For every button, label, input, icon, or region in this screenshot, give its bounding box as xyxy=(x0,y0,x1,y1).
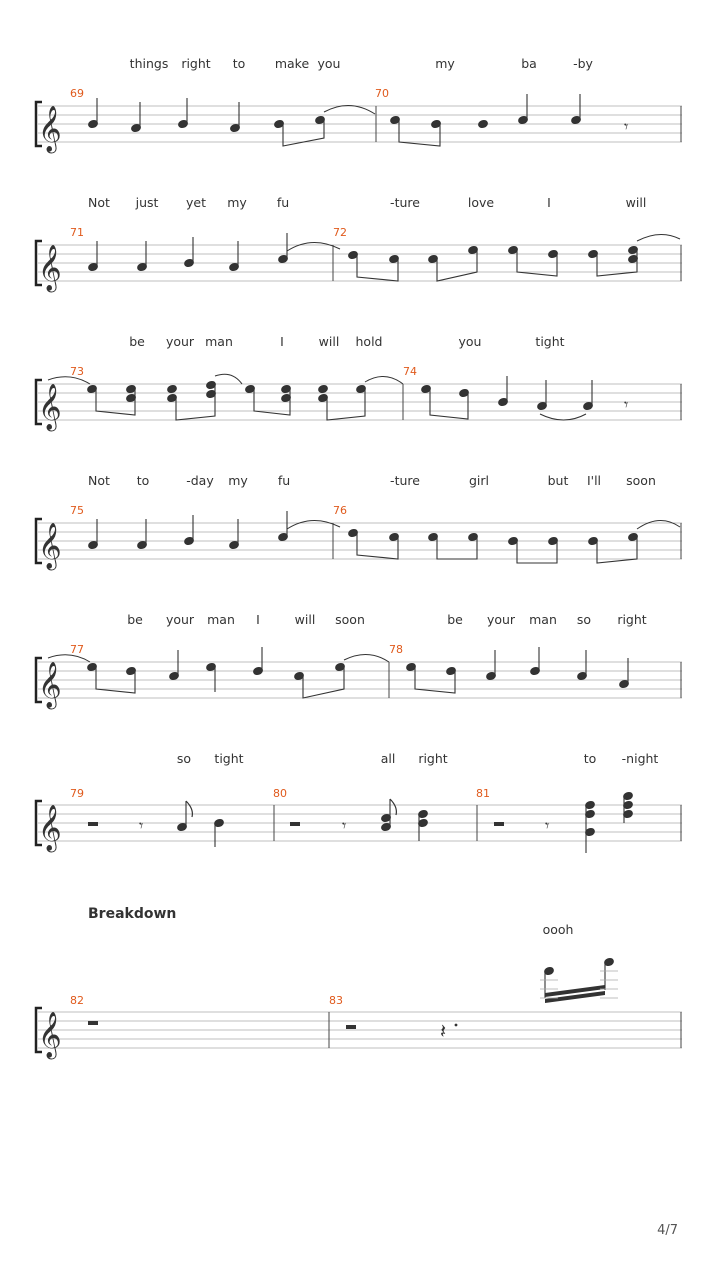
staff-system-6 xyxy=(0,751,720,861)
staff xyxy=(0,950,720,1070)
lyric-syllable: right xyxy=(418,751,448,766)
lyric-syllable: tight xyxy=(535,334,565,349)
measure-number: 75 xyxy=(70,504,84,517)
staff-system-4 xyxy=(0,473,720,583)
measure-number: 81 xyxy=(476,787,490,800)
measure-number: 70 xyxy=(375,87,389,100)
lyrics-line xyxy=(0,334,720,354)
staff-system-5 xyxy=(0,612,720,722)
svg-text:𝄞: 𝄞 xyxy=(38,523,62,569)
measure-number: 69 xyxy=(70,87,84,100)
svg-text:𝄾: 𝄾 xyxy=(624,395,629,414)
lyric-syllable: right xyxy=(181,56,211,71)
lyric-syllable: hold xyxy=(355,334,383,349)
lyrics-line xyxy=(0,612,720,632)
lyric-syllable: so xyxy=(176,751,192,766)
lyric-syllable: man xyxy=(205,334,233,349)
lyric-syllable: I'll xyxy=(586,473,602,488)
lyric-syllable: oooh xyxy=(542,922,574,937)
section-title: Breakdown xyxy=(88,906,177,922)
lyric-syllable: just xyxy=(135,195,159,210)
measure-number: 74 xyxy=(403,365,417,378)
svg-text:𝄞: 𝄞 xyxy=(38,245,62,291)
lyric-syllable: soon xyxy=(335,612,365,627)
lyric-syllable: to xyxy=(136,473,150,488)
staff-system-3 xyxy=(0,334,720,444)
lyric-syllable: tight xyxy=(214,751,244,766)
svg-text:𝄾: 𝄾 xyxy=(624,117,629,136)
svg-text:𝄞: 𝄞 xyxy=(38,662,62,708)
lyric-syllable: you xyxy=(458,334,482,349)
svg-text:𝄞: 𝄞 xyxy=(38,1012,62,1058)
lyric-syllable: will xyxy=(318,334,340,349)
staff xyxy=(0,364,720,444)
lyric-syllable: to xyxy=(583,751,597,766)
svg-text:𝄾: 𝄾 xyxy=(342,816,347,835)
lyric-syllable: Not xyxy=(88,473,110,488)
lyric-syllable: soon xyxy=(626,473,656,488)
lyric-syllable: fu xyxy=(276,195,290,210)
staff xyxy=(0,86,720,166)
lyric-syllable: girl xyxy=(468,473,490,488)
lyric-syllable: fu xyxy=(277,473,291,488)
staff-system-7 xyxy=(0,922,720,1072)
lyric-syllable: my xyxy=(435,56,455,71)
lyric-syllable: love xyxy=(467,195,495,210)
lyric-syllable: -day xyxy=(186,473,214,488)
lyric-syllable: will xyxy=(625,195,647,210)
lyric-syllable: my xyxy=(228,473,248,488)
lyric-syllable: I xyxy=(547,195,551,210)
lyric-syllable: -night xyxy=(621,751,659,766)
staff-system-2 xyxy=(0,195,720,305)
staff xyxy=(0,225,720,305)
lyric-syllable: will xyxy=(294,612,316,627)
measure-number: 80 xyxy=(273,787,287,800)
lyric-syllable: to xyxy=(232,56,246,71)
measure-number: 79 xyxy=(70,787,84,800)
staff xyxy=(0,642,720,722)
page-number: 4/7 xyxy=(657,1223,678,1238)
lyrics-line xyxy=(0,195,720,215)
lyrics-line xyxy=(0,922,720,942)
lyric-syllable: man xyxy=(207,612,235,627)
lyric-syllable: make xyxy=(274,56,310,71)
lyric-syllable: ba xyxy=(521,56,537,71)
lyric-syllable: but xyxy=(547,473,569,488)
lyrics-line xyxy=(0,751,720,771)
lyric-syllable: -by xyxy=(573,56,593,71)
measure-number: 73 xyxy=(70,365,84,378)
lyric-syllable: be xyxy=(129,334,145,349)
svg-text:𝄾: 𝄾 xyxy=(545,816,550,835)
measure-number: 78 xyxy=(389,643,403,656)
lyric-syllable: things xyxy=(129,56,169,71)
lyric-syllable: man xyxy=(529,612,557,627)
svg-text:𝄾: 𝄾 xyxy=(139,816,144,835)
lyric-syllable: my xyxy=(227,195,247,210)
svg-text:𝄽: 𝄽 xyxy=(440,1019,447,1043)
lyric-syllable: I xyxy=(280,334,284,349)
lyric-syllable: -ture xyxy=(390,473,420,488)
staff xyxy=(0,503,720,583)
lyrics-line xyxy=(0,473,720,493)
svg-text:𝄞: 𝄞 xyxy=(38,106,62,152)
lyric-syllable: all xyxy=(380,751,396,766)
lyrics-line xyxy=(0,56,720,76)
lyric-syllable: -ture xyxy=(390,195,420,210)
lyric-syllable: yet xyxy=(186,195,206,210)
svg-text:𝄞: 𝄞 xyxy=(38,384,62,430)
lyric-syllable: be xyxy=(447,612,463,627)
lyric-syllable: right xyxy=(617,612,647,627)
lyric-syllable: your xyxy=(165,612,195,627)
measure-number: 83 xyxy=(329,994,343,1007)
measure-number: 82 xyxy=(70,994,84,1007)
lyric-syllable: be xyxy=(127,612,143,627)
lyric-syllable: your xyxy=(486,612,516,627)
lyric-syllable: Not xyxy=(88,195,110,210)
lyric-syllable: so xyxy=(576,612,592,627)
staff xyxy=(0,781,720,861)
measure-number: 71 xyxy=(70,226,84,239)
lyric-syllable: I xyxy=(256,612,260,627)
staff-system-1 xyxy=(0,56,720,166)
measure-number: 77 xyxy=(70,643,84,656)
lyric-syllable: you xyxy=(317,56,341,71)
measure-number: 76 xyxy=(333,504,347,517)
svg-text:𝄞: 𝄞 xyxy=(38,805,62,851)
lyric-syllable: your xyxy=(165,334,195,349)
measure-number: 72 xyxy=(333,226,347,239)
